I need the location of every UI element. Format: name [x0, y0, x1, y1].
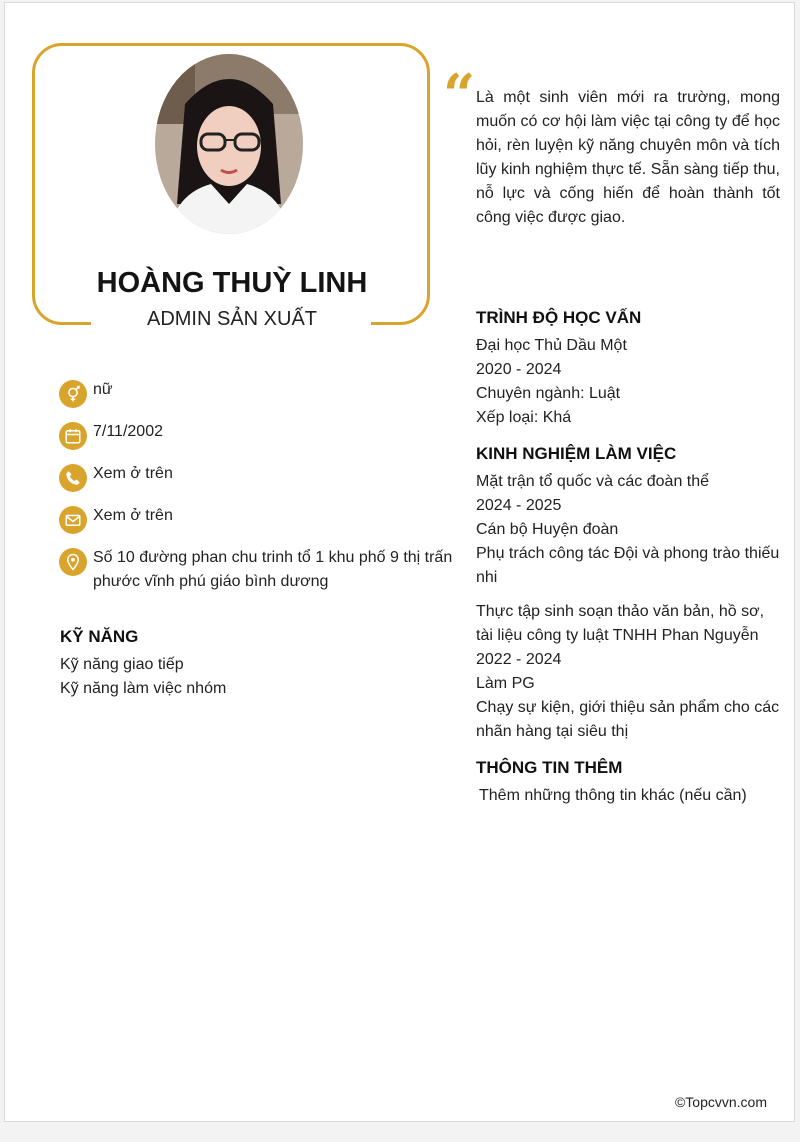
contact-gender-value: nữ — [93, 381, 113, 398]
skill-item: Kỹ năng làm việc nhóm — [60, 680, 227, 697]
education-grade: Xếp loại: Khá — [476, 409, 572, 426]
avatar-photo — [155, 54, 303, 234]
experience-description: Chạy sự kiện, giới thiệu sản phẩm cho các nhãn hàng tại siêu thị — [476, 699, 780, 740]
contact-email-value: Xem ở trên — [93, 507, 173, 524]
extra-section — [476, 758, 781, 808]
avatar — [155, 54, 303, 234]
location-icon — [59, 548, 87, 576]
contact-phone — [59, 462, 454, 486]
education-heading: TRÌNH ĐỘ HỌC VẤN — [476, 308, 642, 327]
extra-text: Thêm những thông tin khác (nếu cần) — [479, 787, 747, 804]
contact-email — [59, 504, 454, 528]
skills-heading: KỸ NĂNG — [60, 627, 139, 646]
experience-role: Làm PG — [476, 675, 535, 692]
career-summary: Là một sinh viên mới ra trường, mong muốn có cơ hội làm việc tại công ty để học hỏi, rèn luyện kỹ năng chuyên môn và tích lũy kinh nghiệm thực tế. Sẵn sàng tiếp thu, nỗ lực và cống hiến để hoàn thành tốt công việc được giao. — [476, 89, 780, 226]
experience-heading: KINH NGHIỆM LÀM VIỆC — [476, 444, 677, 463]
education-school: Đại học Thủ Dầu Một — [476, 337, 627, 354]
experience-period: 2022 - 2024 — [476, 651, 562, 668]
calendar-icon — [59, 422, 87, 450]
job-title: ADMIN SẢN XUẤT — [146, 308, 318, 330]
contact-birthdate-value: 7/11/2002 — [93, 423, 163, 440]
experience-role: Cán bộ Huyện đoàn — [476, 521, 619, 538]
contact-list — [59, 378, 454, 612]
education-major: Chuyên ngành: Luật — [476, 385, 621, 402]
gender-icon — [59, 380, 87, 408]
full-name: HOÀNG THUỲ LINH — [96, 267, 368, 299]
experience-item — [476, 600, 781, 744]
copyright: ©Topcvvn.com — [674, 1094, 767, 1110]
contact-birthdate — [59, 420, 454, 444]
experience-company: Mặt trận tổ quốc và các đoàn thể — [476, 473, 710, 490]
contact-phone-value: Xem ở trên — [93, 465, 173, 482]
quote-icon: “ — [443, 62, 476, 128]
education-section — [476, 308, 781, 430]
skills-section — [60, 627, 420, 701]
cv-page — [4, 2, 795, 1122]
phone-icon — [59, 464, 87, 492]
extra-heading: THÔNG TIN THÊM — [476, 758, 623, 777]
right-column — [476, 308, 781, 822]
skill-item: Kỹ năng giao tiếp — [60, 656, 184, 673]
experience-item — [476, 470, 781, 590]
contact-gender — [59, 378, 454, 402]
experience-period: 2024 - 2025 — [476, 497, 562, 514]
contact-address — [59, 546, 454, 594]
contact-address-value: Số 10 đường phan chu trinh tổ 1 khu phố 9 thị trấn phước vĩnh phú giáo bình dương — [93, 549, 453, 590]
mail-icon — [59, 506, 87, 534]
experience-company: Thực tập sinh soạn thảo văn bản, hồ sơ, tài liệu công ty luật TNHH Phan Nguyễn — [476, 603, 765, 644]
education-period: 2020 - 2024 — [476, 361, 562, 378]
experience-description: Phụ trách công tác Đội và phong trào thiếu nhi — [476, 545, 780, 586]
experience-section — [476, 444, 781, 744]
